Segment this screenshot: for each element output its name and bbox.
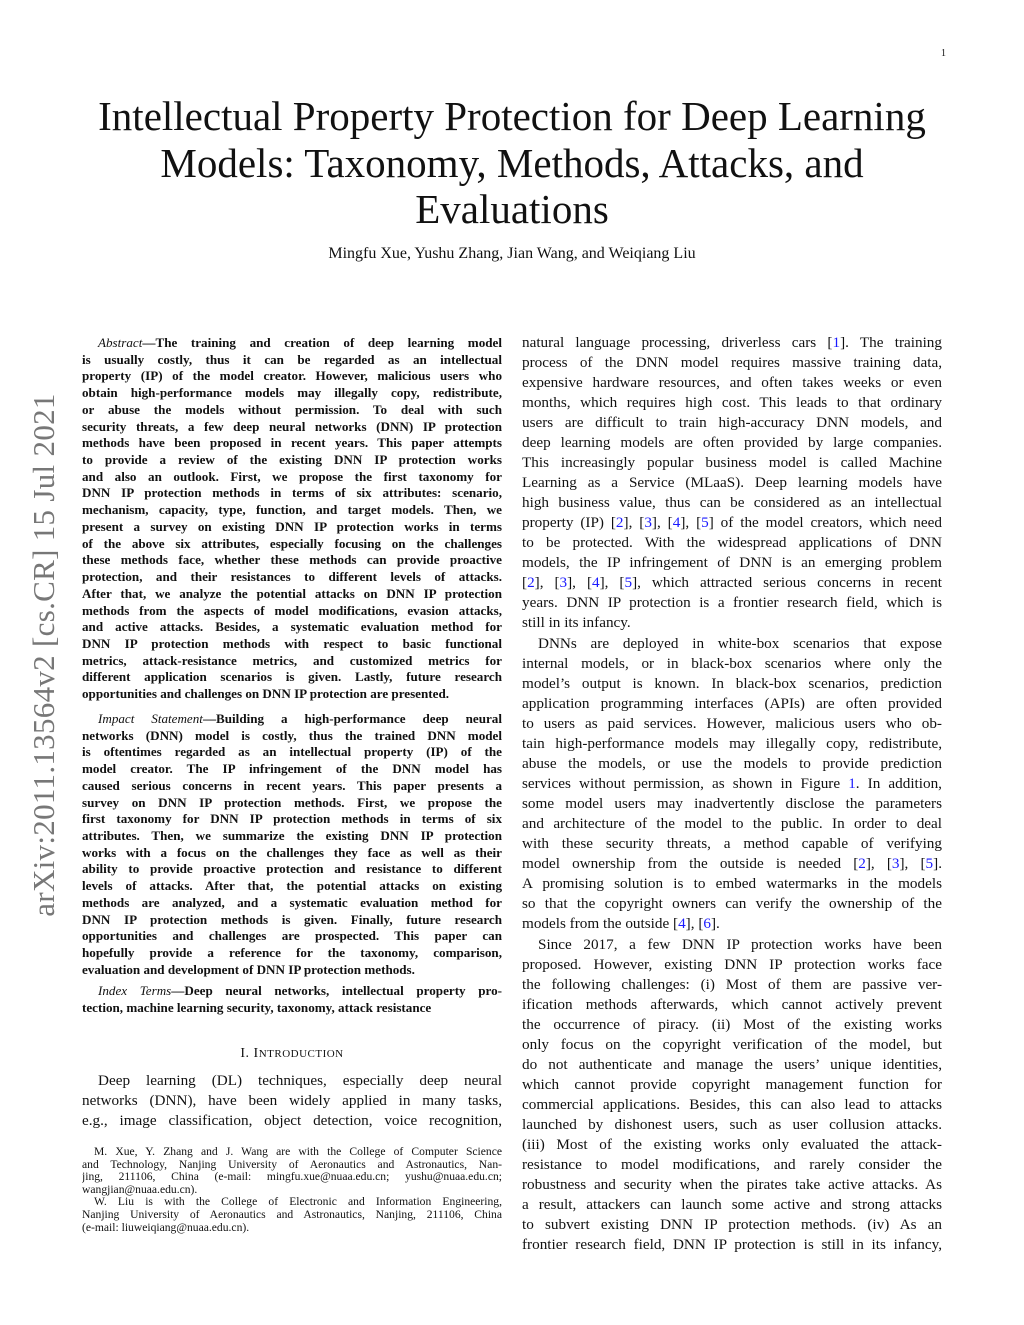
text-line: model’s output is known. In black-box scenarios, prediction <box>522 675 942 692</box>
text-line: ification methods afterwards, which cannot actively prevent <box>522 996 942 1013</box>
text-line: high business value, thus can be considered as an intellectual <box>522 494 942 511</box>
text-line: DNN IP protection methods is given. Finally, future research <box>82 911 502 927</box>
text-line: tection, machine learning security, taxonomy, attack resistance <box>82 999 432 1015</box>
title-line: Evaluations <box>415 186 609 232</box>
citation-link[interactable]: 3 <box>559 574 568 591</box>
citation-link[interactable]: 5 <box>925 855 934 872</box>
text-line: is oftentimes regarded as an intellectual property (IP) of the <box>82 744 502 760</box>
text-line: survey on DNN IP protection methods. First, we propose the <box>82 794 502 810</box>
text-line: the following challenges: (i) Most of them are passive ver- <box>522 976 942 993</box>
text-line: so that the copyright owners can verify the ownership of the <box>522 895 942 912</box>
text-line: methods are analyzed, and a systematic evaluation method for <box>82 894 502 910</box>
text-line: Learning as a Service (MLaaS). Deep learning models have <box>522 474 942 491</box>
text-line: A promising solution is to embed watermarks in the models <box>522 875 942 892</box>
text-line: Deep learning (DL) techniques, especially deep neural <box>98 1072 502 1089</box>
text-line: model ownership from the outside is needed [2], [3], [5]. <box>522 855 942 872</box>
text-line: models, the IP infringement of DNN is an emerging problem <box>522 554 942 571</box>
text-line: metrics, attack-resistance metrics, and customized metrics for <box>82 652 502 668</box>
text-line: This increasingly popular business model is called Machine <box>522 454 942 471</box>
text-line <box>82 711 502 728</box>
section-heading-introduction <box>82 1046 502 1062</box>
text-line: jing, 211106, China (e-mail: mingfu.xue@nuaa.edu.cn; yushu@nuaa.edu.cn; <box>82 1171 502 1184</box>
text-line: opportunities and challenges on DNN IP protection are presented. <box>82 686 450 702</box>
citation-link[interactable]: 3 <box>644 514 652 531</box>
text-line: After that, we analyze the potential attacks on DNN IP protection <box>82 585 502 601</box>
citation-link[interactable]: 4 <box>592 574 600 591</box>
text-line: internal models, or in black-box scenarios where only the <box>522 655 942 672</box>
text-line: ability to provide proactive protection and resistance to different <box>82 861 502 877</box>
citation-link[interactable]: 3 <box>891 855 900 872</box>
text-line: hopefully provide a reference for the taxonomy, comparison, <box>82 945 502 961</box>
text-line: launched by dishonest users, such as user collusion attacks. <box>522 1116 942 1133</box>
text-line: caused serious concerns in recent years. This paper presents a <box>82 777 502 793</box>
text-line <box>82 335 502 352</box>
citation-link[interactable]: 4 <box>678 915 686 932</box>
citation-link[interactable]: 1 <box>832 334 841 351</box>
text-line: (e-mail: liuweiqiang@nuaa.edu.cn). <box>82 1221 250 1234</box>
text-line: attributes. Then, we summarize the existing DNN IP protection <box>82 828 502 844</box>
impact-statement <box>82 711 502 979</box>
author-list: Mingfu Xue, Yushu Zhang, Jian Wang, and Weiqiang Liu <box>328 245 696 262</box>
text-line: resistance to model modifications, and rarely consider the <box>522 1156 942 1173</box>
citation-link[interactable]: 2 <box>615 514 624 531</box>
text-line: methods have been proposed in recent years. This paper attempts <box>82 435 502 451</box>
text: —Deep neural networks, intellectual property pro- <box>171 983 502 998</box>
text-line: proposed. However, existing DNN IP protection works face <box>522 956 942 973</box>
text-line: and architecture of the model to the public. In order to deal <box>522 815 942 832</box>
text-line: process of the DNN model requires massive training data, <box>522 354 942 371</box>
text-line: deep learning models are often provided by large companies. <box>522 434 942 451</box>
text-line: commercial applications. Besides, this can also lead to attacks <box>522 1096 942 1113</box>
text-line: opportunities and challenges are prospected. This paper can <box>82 928 502 944</box>
section-label: Abstract <box>98 335 143 350</box>
text-line: to subvert existing DNN IP protection methods. (iv) As an <box>522 1216 942 1233</box>
text-line: model creator. The IP infringement of the DNN model has <box>82 761 502 777</box>
text-line: present a survey on existing DNN IP protection works in terms <box>82 518 502 534</box>
text-line: a result, attackers can launch some active and strong attacks <box>522 1196 942 1213</box>
abstract <box>82 335 502 703</box>
arxiv-identifier: arXiv:2011.13564v2 [cs.CR] 15 Jul 2021 <box>26 393 61 917</box>
text-line: robustness and security when the pirates take active attacks. As <box>522 1176 942 1193</box>
text-line: protection, and their resistances to different levels of attacks. <box>82 569 502 585</box>
text: —The training and creation of deep learning model <box>142 335 502 350</box>
text-line: property (IP) [2], [3], [4], [5] of the model creators, which need <box>522 514 942 531</box>
text-line: natural language processing, driverless cars [1]. The training <box>522 334 942 351</box>
text-line: networks (DNN) model is costly, thus the trained DNN model <box>82 727 502 743</box>
text-line: M. Xue, Y. Zhang and J. Wang are with the College of Computer Science <box>94 1146 502 1158</box>
text-line: [2], [3], [4], [5], which attracted serious concerns in recent <box>522 574 942 591</box>
text-line: to be protected. With the widespread applications of DNN <box>522 534 942 551</box>
index-terms <box>82 983 502 1016</box>
text-line: property (IP) of the model creator. However, malicious users who <box>82 368 502 384</box>
title-line: Intellectual Property Protection for Deep Learning <box>98 93 926 139</box>
section-number: I. <box>240 1046 254 1061</box>
text-line: years. DNN IP protection is a frontier research field, which is <box>522 594 942 611</box>
text-line: first taxonomy for DNN IP protection methods in terms of six <box>82 811 502 827</box>
text-line: DNN IP protection methods in terms of six attributes: scenario, <box>82 485 502 501</box>
page-number: 1 <box>941 48 946 59</box>
section-label: Impact Statement <box>98 711 203 726</box>
text-line: W. Liu is with the College of Electronic and Information Engineering, <box>94 1196 502 1209</box>
text-line: evaluation and development of DNN IP protection methods. <box>82 961 415 977</box>
text-line: is usually costly, thus it can be regarded as an intellectual <box>82 351 502 367</box>
paragraph <box>522 333 942 633</box>
text-line: methods from the aspects of model modifications, evasion attacks, <box>82 602 502 618</box>
paper-title <box>60 93 964 233</box>
text: —Building a high-performance deep neural <box>202 711 502 726</box>
text-line: to provide a review of the existing DNN IP protection works <box>82 452 502 468</box>
text-line: still in its infancy. <box>522 614 631 631</box>
text-line: security threats, a few deep neural networks (DNN) IP protection <box>82 418 502 434</box>
text-line: e.g., image classification, object detection, voice recognition, <box>82 1112 502 1129</box>
citation-link[interactable]: 2 <box>858 855 866 872</box>
text-line: tain high-performance models may illegally copy, redistribute, <box>522 735 942 752</box>
text-line: only focus on the copyright verification of the model, but <box>522 1036 942 1053</box>
text-line: wangjian@nuaa.edu.cn). <box>82 1183 198 1196</box>
introduction-left <box>82 1071 502 1131</box>
introduction-right-column <box>522 333 942 1255</box>
figure-link[interactable]: 1 <box>848 775 856 792</box>
text-line: the occurrence of piracy. (ii) Most of the existing works <box>522 1016 942 1033</box>
text-line: and Technology, Nanjing University of Aeronautics and Astronautics, Nan- <box>82 1158 502 1171</box>
text-line <box>82 983 502 1000</box>
text-line: do not authenticate and manage the users’ unique identities, <box>522 1056 942 1073</box>
text-line: Since 2017, a few DNN IP protection works have been <box>538 936 942 953</box>
text-line: levels of attacks. After that, the potential attacks on existing <box>82 878 502 894</box>
text-line: which cannot provide copyright management function for <box>522 1076 942 1093</box>
section-label: Index Terms <box>98 983 172 998</box>
text-line: obtain high-performance models may illegally copy, redistribute, <box>82 385 502 401</box>
citation-link[interactable]: 4 <box>672 514 681 531</box>
text-line: DNN IP protection methods with respect to basic functional <box>82 635 502 651</box>
title-line: Models: Taxonomy, Methods, Attacks, and <box>160 139 864 186</box>
text-line: frontier research field, DNN IP protection is still in its infancy, <box>522 1236 942 1253</box>
text-line: or abuse the models without permission. To deal with such <box>82 401 502 417</box>
citation-link[interactable]: 5 <box>624 574 633 591</box>
section-title-initial: I <box>253 1046 259 1061</box>
text-line: different application scenarios is given. Lastly, future research <box>82 669 502 685</box>
author-footnotes <box>82 1146 502 1234</box>
text-line: users are difficult to train high-accuracy DNN models, and <box>522 414 942 431</box>
text-line: expensive hardware resources, and often takes weeks or even <box>522 374 942 391</box>
text-line: Nanjing University of Aeronautics and Astronautics, Nanjing, 211106, China <box>82 1208 502 1221</box>
citation-link[interactable]: 6 <box>703 915 711 932</box>
text-line: abuse the models, or use the models to provide prediction <box>522 755 942 772</box>
section-title-rest: NTRODUCTION <box>258 1048 344 1060</box>
text-line: networks (DNN), have been widely applied in many tasks, <box>82 1092 502 1109</box>
citation-link[interactable]: 5 <box>701 514 709 531</box>
text-line: with these security threats, a method capable of verifying <box>522 835 942 852</box>
paragraph <box>522 634 942 934</box>
text-line: of the above six attributes, especially focusing on the challenges <box>82 535 502 551</box>
text-line: works with a focus on the challenges they face as well as their <box>82 844 502 860</box>
text-line: DNNs are deployed in white-box scenarios that expose <box>538 635 942 652</box>
text-line: some model users may inadvertently disclose the parameters <box>522 795 942 812</box>
text-line: services without permission, as shown in Figure 1. In addition, <box>522 775 942 792</box>
text-line: to users as paid services. However, malicious users who ob- <box>522 715 942 732</box>
paragraph <box>522 935 942 1255</box>
text-line: application programming interfaces (APIs) are often provided <box>522 695 942 712</box>
citation-link[interactable]: 2 <box>527 574 535 591</box>
text-line: models from the outside [4], [6]. <box>522 915 720 932</box>
text-line: and active attacks. Besides, a systematic evaluation method for <box>82 619 502 635</box>
text-line: (iii) Most of the existing works only evaluated the attack- <box>522 1136 942 1153</box>
text-line: months, which requires high cost. This leads to that ordinary <box>522 394 942 411</box>
text-line: mechanism, capacity, type, function, and target models. Then, we <box>82 502 502 518</box>
text-line: and also an outlook. First, we propose the first taxonomy for <box>82 468 502 484</box>
text-line: these methods face, whether these methods can provide proactive <box>82 552 502 568</box>
